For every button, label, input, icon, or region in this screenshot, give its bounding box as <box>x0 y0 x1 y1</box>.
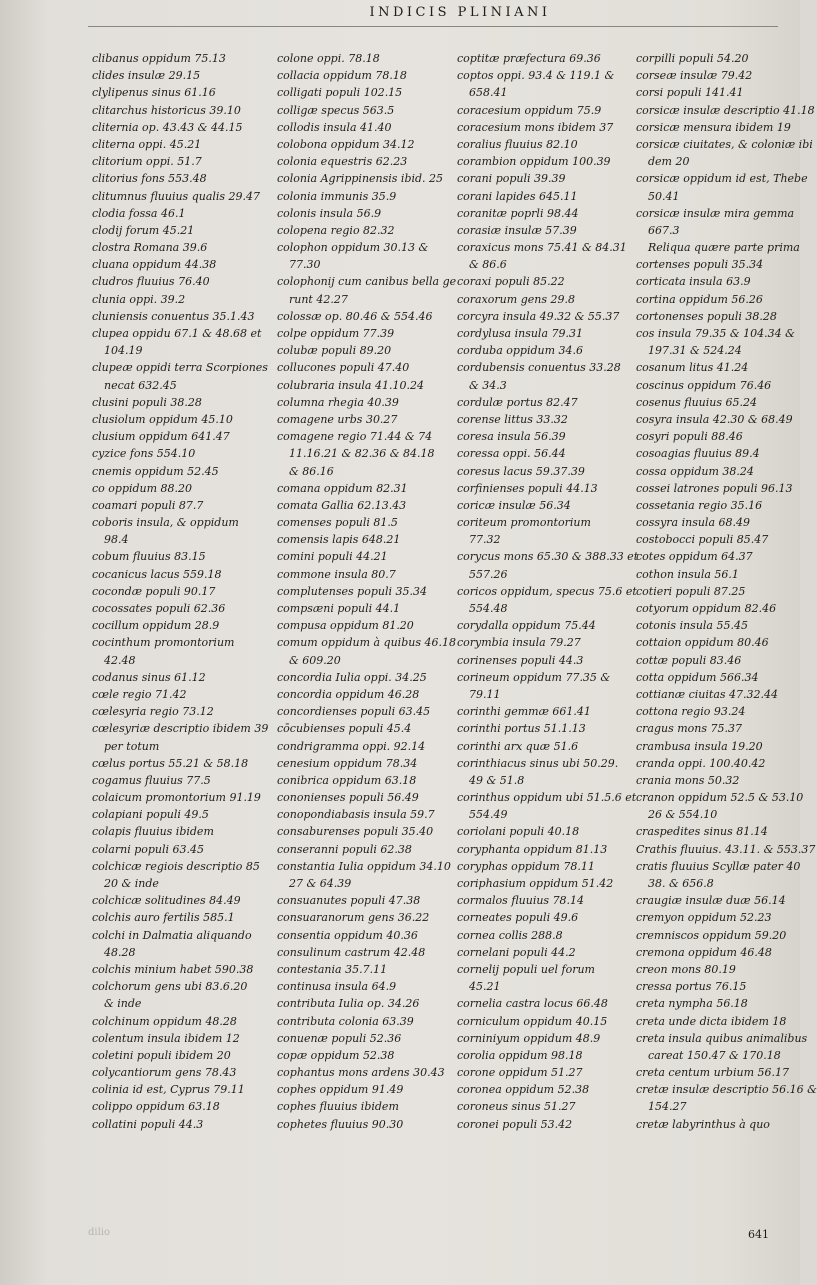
index-entry: corsicæ ciuitates, & coloniæ ibi <box>636 137 813 151</box>
index-entry: cœlesyriæ descriptio ibidem 39 <box>92 722 269 736</box>
index-column-3 <box>457 50 639 1133</box>
index-entry: condrigramma oppi. 92.14 <box>277 739 426 753</box>
index-entry: 554.49 <box>469 808 508 822</box>
index-entry: 26 & 554.10 <box>648 808 718 822</box>
index-entry: corinthiacus sinus ubi 50.29. <box>457 756 619 770</box>
index-entry: cōcubienses populi 45.4 <box>277 722 412 736</box>
index-entry: cottæ populi 83.46 <box>636 653 742 667</box>
index-entry: concordia oppidum 46.28 <box>277 687 420 701</box>
index-entry: contributa colonia 63.39 <box>277 1014 414 1028</box>
index-entry: colapis fluuius ibidem <box>92 825 214 839</box>
index-entry: colchis minium habet 590.38 <box>92 962 254 976</box>
index-entry: 42.48 <box>104 653 136 667</box>
index-entry: corolia oppidum 98.18 <box>457 1048 583 1062</box>
index-entry: colycantiorum gens 78.43 <box>92 1066 237 1080</box>
index-entry: colonia Agrippinensis ibid. 25 <box>277 172 444 186</box>
index-entry: commone insula 80.7 <box>277 567 396 581</box>
index-entry: craspedites sinus 81.14 <box>636 825 768 839</box>
index-entry: coriteum promontorium <box>457 516 591 530</box>
page-number: 641 <box>748 1228 769 1241</box>
index-entry: contestania 35.7.11 <box>277 962 388 976</box>
index-entry: cœlesyria regio 73.12 <box>92 705 214 719</box>
index-entry: clodia fossa 46.1 <box>92 206 186 220</box>
index-entry: copæ oppidum 52.38 <box>277 1048 395 1062</box>
index-entry: cophes oppidum 91.49 <box>277 1083 404 1097</box>
index-entry: clupeæ oppidi terra Scorpiones <box>92 361 268 375</box>
index-entry: colobona oppidum 34.12 <box>277 137 415 151</box>
index-entry: careat 150.47 & 170.18 <box>648 1048 781 1062</box>
index-entry: 658.41 <box>469 86 508 100</box>
index-entry: runt 42.27 <box>289 292 348 306</box>
index-entry: cortonenses populi 38.28 <box>636 309 777 323</box>
index-entry: cornea collis 288.8 <box>457 928 563 942</box>
index-entry: consaburenses populi 35.40 <box>277 825 434 839</box>
index-entry: cressa portus 76.15 <box>636 980 747 994</box>
index-entry: codanus sinus 61.12 <box>92 670 206 684</box>
index-entry: cossa oppidum 38.24 <box>636 464 754 478</box>
index-entry: coranitæ poprli 98.44 <box>457 206 579 220</box>
index-entry: cenesium oppidum 78.34 <box>277 756 418 770</box>
index-entry: 77.32 <box>469 533 501 547</box>
index-entry: comini populi 44.21 <box>277 550 388 564</box>
index-entry: cosenus fluuius 65.24 <box>636 395 757 409</box>
running-header: INDICIS PLINIANI <box>369 5 551 20</box>
index-entry: dem 20 <box>648 155 690 169</box>
index-entry: 197.31 & 524.24 <box>648 344 742 358</box>
index-entry: colchicæ regiois descriptio 85 <box>92 859 260 873</box>
index-entry: cosanum litus 41.24 <box>636 361 749 375</box>
index-entry: colopena regio 82.32 <box>277 223 395 237</box>
index-entry: 38. & 656.8 <box>648 877 714 890</box>
index-entry: & inde <box>104 997 142 1011</box>
index-entry: coricæ insulæ 56.34 <box>457 498 571 512</box>
index-entry: coriolani populi 40.18 <box>457 825 580 839</box>
index-entry: cottona regio 93.24 <box>636 705 746 719</box>
index-entry: clylipenus sinus 61.16 <box>92 86 216 100</box>
index-entry: 27 & 64.39 <box>289 877 352 890</box>
index-entry: cluana oppidum 44.38 <box>92 258 217 272</box>
index-entry: coraxorum gens 29.8 <box>457 292 575 306</box>
index-entry: cremyon oppidum 52.23 <box>636 911 772 925</box>
index-entry: cottaion oppidum 80.46 <box>636 636 769 650</box>
index-entry: & 34.3 <box>469 378 507 392</box>
index-entry: cocanicus lacus 559.18 <box>92 567 222 581</box>
index-entry: 48.28 <box>104 945 136 959</box>
index-entry: corsicæ oppidum id est, Thebe <box>636 172 808 186</box>
index-entry: corinthus oppidum ubi 51.5.6 et <box>457 791 637 805</box>
index-entry: cornelani populi 44.2 <box>457 945 576 959</box>
index-entry: corsicæ mensura ibidem 19 <box>636 120 791 134</box>
index-entry: conseranni populi 62.38 <box>277 842 412 856</box>
index-entry: cranda oppi. 100.40.42 <box>636 756 766 770</box>
index-entry: corcyra insula 49.32 & 55.37 <box>457 309 620 323</box>
index-entry: cœle regio 71.42 <box>92 687 187 701</box>
index-entry: corneates populi 49.6 <box>457 911 579 925</box>
index-entry: comana oppidum 82.31 <box>277 481 408 495</box>
index-entry: cludros fluuius 76.40 <box>92 275 210 289</box>
index-entry: crania mons 50.32 <box>636 773 740 787</box>
index-entry: colchorum gens ubi 83.6.20 <box>92 980 248 994</box>
index-entry: coryphanta oppidum 81.13 <box>457 842 608 856</box>
index-entry: cremniscos oppidum 59.20 <box>636 928 787 942</box>
index-entry: per totum <box>104 739 160 753</box>
index-entry: colchicæ solitudines 84.49 <box>92 894 241 908</box>
index-entry: coscinus oppidum 76.46 <box>636 378 772 392</box>
index-entry: corymbia insula 79.27 <box>457 636 581 650</box>
index-entry: complutenses populi 35.34 <box>277 584 427 598</box>
index-entry: cragus mons 75.37 <box>636 722 743 736</box>
index-entry: colchis auro fertilis 585.1 <box>92 911 235 925</box>
index-entry: clusium oppidum 641.47 <box>92 430 230 444</box>
index-entry: colapiani populi 49.5 <box>92 808 209 822</box>
index-entry: comagene regio 71.44 & 74 <box>277 430 433 444</box>
index-entry: cotta oppidum 566.34 <box>636 670 759 684</box>
index-entry: cnemis oppidum 52.45 <box>92 464 219 478</box>
index-entry: corpilli populi 54.20 <box>636 52 749 65</box>
index-entry: cophetes fluuius 90.30 <box>277 1117 404 1131</box>
index-entry: coletini populi ibidem 20 <box>92 1048 231 1062</box>
index-entry: corfinienses populi 44.13 <box>457 481 598 495</box>
index-entry: comenses populi 81.5 <box>277 516 398 530</box>
index-entry: cordylusa insula 79.31 <box>457 327 583 340</box>
index-entry: cornelia castra locus 66.48 <box>457 997 608 1011</box>
index-entry: corani lapides 645.11 <box>457 189 578 203</box>
index-entry: crambusa insula 19.20 <box>636 739 763 753</box>
index-entry: necat 632.45 <box>104 378 177 392</box>
index-entry: coricos oppidum, specus 75.6 et <box>457 584 637 598</box>
index-entry: 554.48 <box>469 602 508 615</box>
index-entry: 50.41 <box>648 189 680 203</box>
index-entry: corinenses populi 44.3 <box>457 653 584 667</box>
index-entry: cremona oppidum 46.48 <box>636 945 772 959</box>
index-entry: corydalla oppidum 75.44 <box>457 619 596 633</box>
index-entry: cotyorum oppidum 82.46 <box>636 602 777 615</box>
index-entry: clitorius fons 553.48 <box>92 172 207 186</box>
index-entry: cœlus portus 55.21 & 58.18 <box>92 756 249 770</box>
index-entry: cocinthum promontorium <box>92 636 235 650</box>
index-entry: colaicum promontorium 91.19 <box>92 791 261 805</box>
index-entry: colubæ populi 89.20 <box>277 344 392 358</box>
index-entry: cyzice fons 554.10 <box>92 447 196 461</box>
index-entry: colonis insula 56.9 <box>277 206 382 220</box>
index-entry: cliternia op. 43.43 & 44.15 <box>92 120 243 134</box>
index-entry: cretæ insulæ descriptio 56.16 & <box>636 1083 817 1097</box>
index-entry: clides insulæ 29.15 <box>92 69 201 83</box>
index-entry: cosyri populi 88.46 <box>636 430 743 444</box>
index-column-4 <box>636 50 817 1133</box>
index-entry: 77.30 <box>289 258 321 272</box>
index-entry: cottianæ ciuitas 47.32.44 <box>636 687 779 701</box>
index-entry: cotes oppidum 64.37 <box>636 550 753 564</box>
index-entry: cononienses populi 56.49 <box>277 791 419 805</box>
index-entry: constantia Iulia oppidum 34.10 <box>277 859 451 873</box>
index-entry: cosyra insula 42.30 & 68.49 <box>636 412 793 426</box>
index-entry: cordulæ portus 82.47 <box>457 395 578 409</box>
index-entry: coralius fluuius 82.10 <box>457 137 578 151</box>
index-entry: cossetania regio 35.16 <box>636 498 763 512</box>
index-entry: corinthi gemmæ 661.41 <box>457 705 591 719</box>
index-entry: cogamus fluuius 77.5 <box>92 773 211 787</box>
index-entry: 557.26 <box>469 567 508 581</box>
index-entry: coptos oppi. 93.4 & 119.1 & <box>457 69 615 83</box>
index-entry: cortenses populi 35.34 <box>636 258 764 272</box>
index-entry: coptitæ præfectura 69.36 <box>457 52 601 65</box>
index-entry: clodij forum 45.21 <box>92 223 195 237</box>
index-entry: creta nympha 56.18 <box>636 997 748 1011</box>
index-entry: colpe oppidum 77.39 <box>277 327 395 340</box>
index-entry: clitarchus historicus 39.10 <box>92 103 241 117</box>
index-entry: cranon oppidum 52.5 & 53.10 <box>636 791 804 805</box>
index-entry: comum oppidum à quibus 46.18 <box>277 636 456 650</box>
index-entry: colentum insula ibidem 12 <box>92 1031 240 1045</box>
index-entry: cluniensis conuentus 35.1.43 <box>92 309 255 323</box>
index-entry: Crathis fluuius. 43.11. & 553.37 <box>636 842 816 856</box>
index-entry: corsicæ insulæ mira gemma <box>636 206 795 220</box>
index-entry: colligati populi 102.15 <box>277 86 403 100</box>
index-entry: consuaranorum gens 36.22 <box>277 911 430 925</box>
index-entry: clibanus oppidum 75.13 <box>92 52 226 65</box>
index-entry: cossei latrones populi 96.13 <box>636 481 793 495</box>
index-entry: cormalos fluuius 78.14 <box>457 894 585 908</box>
index-entry: collatini populi 44.3 <box>92 1117 204 1131</box>
index-entry: 11.16.21 & 82.36 & 84.18 <box>289 447 435 461</box>
index-entry: cophes fluuius ibidem <box>277 1100 399 1114</box>
index-entry: clitorium oppi. 51.7 <box>92 155 202 169</box>
index-entry: corsicæ insulæ descriptio 41.18 <box>636 103 815 117</box>
index-entry: consuanutes populi 47.38 <box>277 894 421 908</box>
index-entry: corambion oppidum 100.39 <box>457 155 611 169</box>
index-entry: colligæ specus 563.5 <box>277 103 395 117</box>
index-entry: cordubensis conuentus 33.28 <box>457 361 621 375</box>
index-entry: comensis lapis 648.21 <box>277 533 401 547</box>
index-entry: 667.3 <box>648 223 680 237</box>
index-entry: cocillum oppidum 28.9 <box>92 619 220 633</box>
index-entry: colonia immunis 35.9 <box>277 189 397 203</box>
index-entry: cocondæ populi 90.17 <box>92 584 216 598</box>
index-entry: corani populi 39.39 <box>457 172 566 186</box>
index-entry: corone oppidum 51.27 <box>457 1066 583 1080</box>
index-entry: corasiæ insulæ 57.39 <box>457 223 577 237</box>
index-entry: clostra Romana 39.6 <box>92 241 208 255</box>
index-entry: corniniyum oppidum 48.9 <box>457 1031 601 1045</box>
index-entry: 20 & inde <box>104 877 159 890</box>
index-entry: conuenæ populi 52.36 <box>277 1031 402 1045</box>
index-entry: colchi in Dalmatia aliquando <box>92 928 252 942</box>
index-entry: cophantus mons ardens 30.43 <box>277 1066 445 1080</box>
index-entry: colone oppi. 78.18 <box>277 52 380 65</box>
index-entry: cornelij populi uel forum <box>457 962 595 976</box>
index-entry: cothon insula 56.1 <box>636 567 739 581</box>
index-entry: comagene urbs 30.27 <box>277 412 398 426</box>
index-entry: & 609.20 <box>289 653 341 667</box>
index-entry: conibrica oppidum 63.18 <box>277 773 417 787</box>
index-entry: collucones populi 47.40 <box>277 361 410 375</box>
index-entry: cliterna oppi. 45.21 <box>92 137 202 151</box>
index-entry: cratis fluuius Scyllæ pater 40 <box>636 859 801 873</box>
index-entry: consentia oppidum 40.36 <box>277 928 418 942</box>
index-entry: cotonis insula 55.45 <box>636 619 748 633</box>
index-entry: cretæ labyrinthus à quo <box>636 1117 770 1131</box>
index-entry: cotieri populi 87.25 <box>636 584 746 598</box>
index-entry: craugiæ insulæ duæ 56.14 <box>636 894 786 908</box>
index-entry: coronei populi 53.42 <box>457 1117 573 1131</box>
index-entry: coronea oppidum 52.38 <box>457 1083 590 1097</box>
index-entry: corinthi arx quæ 51.6 <box>457 739 579 753</box>
index-entry: colinia id est, Cyprus 79.11 <box>92 1083 245 1097</box>
index-entry: coamari populi 87.7 <box>92 498 204 512</box>
index-entry: corduba oppidum 34.6 <box>457 344 584 358</box>
index-entry: creta centum urbium 56.17 <box>636 1066 789 1080</box>
index-entry: coresus lacus 59.37.39 <box>457 464 585 478</box>
index-entry: coriphasium oppidum 51.42 <box>457 877 614 890</box>
index-entry: concordia Iulia oppi. 34.25 <box>277 670 427 684</box>
index-entry: conopondiabasis insula 59.7 <box>277 808 435 822</box>
index-entry: clusiolum oppidum 45.10 <box>92 412 233 426</box>
index-entry: colophonij cum canibus bella ge <box>277 275 457 289</box>
index-entry: cosoagias fluuius 89.4 <box>636 447 760 461</box>
index-entry: cos insula 79.35 & 104.34 & <box>636 327 795 340</box>
index-column-1 <box>92 50 270 1133</box>
index-entry: coraxicus mons 75.41 & 84.31 <box>457 241 627 255</box>
index-entry: coraxi populi 85.22 <box>457 275 565 289</box>
index-entry: columna rhegia 40.39 <box>277 395 399 409</box>
index-entry: contributa Iulia op. 34.26 <box>277 997 420 1011</box>
index-entry: cocossates populi 62.36 <box>92 602 226 615</box>
index-entry: cobum fluuius 83.15 <box>92 550 206 564</box>
index-entry: 79.11 <box>469 687 501 701</box>
index-entry: 98.4 <box>104 533 129 547</box>
index-entry: coracesium mons ibidem 37 <box>457 120 614 134</box>
index-entry: co oppidum 88.20 <box>92 481 193 495</box>
index-entry: collacia oppidum 78.18 <box>277 69 407 83</box>
index-entry: creon mons 80.19 <box>636 962 736 976</box>
index-entry: consulinum castrum 42.48 <box>277 945 426 959</box>
index-entry: corseæ insulæ 79.42 <box>636 69 753 83</box>
index-entry: clunia oppi. 39.2 <box>92 292 186 306</box>
index-entry: corense littus 33.32 <box>457 412 568 426</box>
index-entry: continusa insula 64.9 <box>277 980 397 994</box>
index-entry: corycus mons 65.30 & 388.33 et <box>457 550 639 564</box>
index-entry: coroneus sinus 51.27 <box>457 1100 576 1114</box>
index-entry: colippo oppidum 63.18 <box>92 1100 220 1114</box>
index-entry: 49 & 51.8 <box>469 773 525 787</box>
index-entry: comata Gallia 62.13.43 <box>277 498 407 512</box>
index-entry: corticata insula 63.9 <box>636 275 751 289</box>
index-entry: corsi populi 141.41 <box>636 86 744 100</box>
index-entry: compusa oppidum 81.20 <box>277 619 414 633</box>
index-entry: colubraria insula 41.10.24 <box>277 378 424 392</box>
index-entry: cossyra insula 68.49 <box>636 516 750 530</box>
index-entry: costobocci populi 85.47 <box>636 533 769 547</box>
index-entry: clusini populi 38.28 <box>92 395 202 409</box>
stray-mark: dilio <box>88 1227 111 1238</box>
index-entry: corineum oppidum 77.35 & <box>457 670 611 684</box>
index-entry: creta insula quibus animalibus <box>636 1031 808 1045</box>
index-entry: colophon oppidum 30.13 & <box>277 241 429 255</box>
index-entry: coboris insula, & oppidum <box>92 516 239 530</box>
header-rule <box>88 26 778 27</box>
index-entry: coresa insula 56.39 <box>457 430 566 444</box>
index-entry: collodis insula 41.40 <box>277 120 392 134</box>
index-entry: creta unde dicta ibidem 18 <box>636 1014 787 1028</box>
index-entry: clupea oppidu 67.1 & 48.68 et <box>92 327 262 340</box>
index-entry: concordienses populi 63.45 <box>277 705 431 719</box>
index-entry: Reliqua quære parte prima <box>648 241 800 255</box>
index-entry: 104.19 <box>104 344 143 358</box>
index-entry: & 86.16 <box>289 464 334 478</box>
index-entry: compsæni populi 44.1 <box>277 602 401 615</box>
index-entry: cortina oppidum 56.26 <box>636 292 763 306</box>
index-entry: colchinum oppidum 48.28 <box>92 1014 237 1028</box>
index-entry: corniculum oppidum 40.15 <box>457 1014 608 1028</box>
index-entry: & 86.6 <box>469 258 507 272</box>
index-entry: coracesium oppidum 75.9 <box>457 103 602 117</box>
index-entry: colossæ op. 80.46 & 554.46 <box>277 309 433 323</box>
index-entry: clitumnus fluuius qualis 29.47 <box>92 189 261 203</box>
index-column-2 <box>277 50 455 1133</box>
index-entry: corinthi portus 51.1.13 <box>457 722 586 736</box>
index-entry: 45.21 <box>469 980 501 994</box>
index-entry: colonia equestris 62.23 <box>277 155 408 169</box>
index-entry: 154.27 <box>648 1100 687 1114</box>
index-entry: coryphas oppidum 78.11 <box>457 859 595 873</box>
index-entry: coressa oppi. 56.44 <box>457 447 566 461</box>
index-entry: colarni populi 63.45 <box>92 842 205 856</box>
